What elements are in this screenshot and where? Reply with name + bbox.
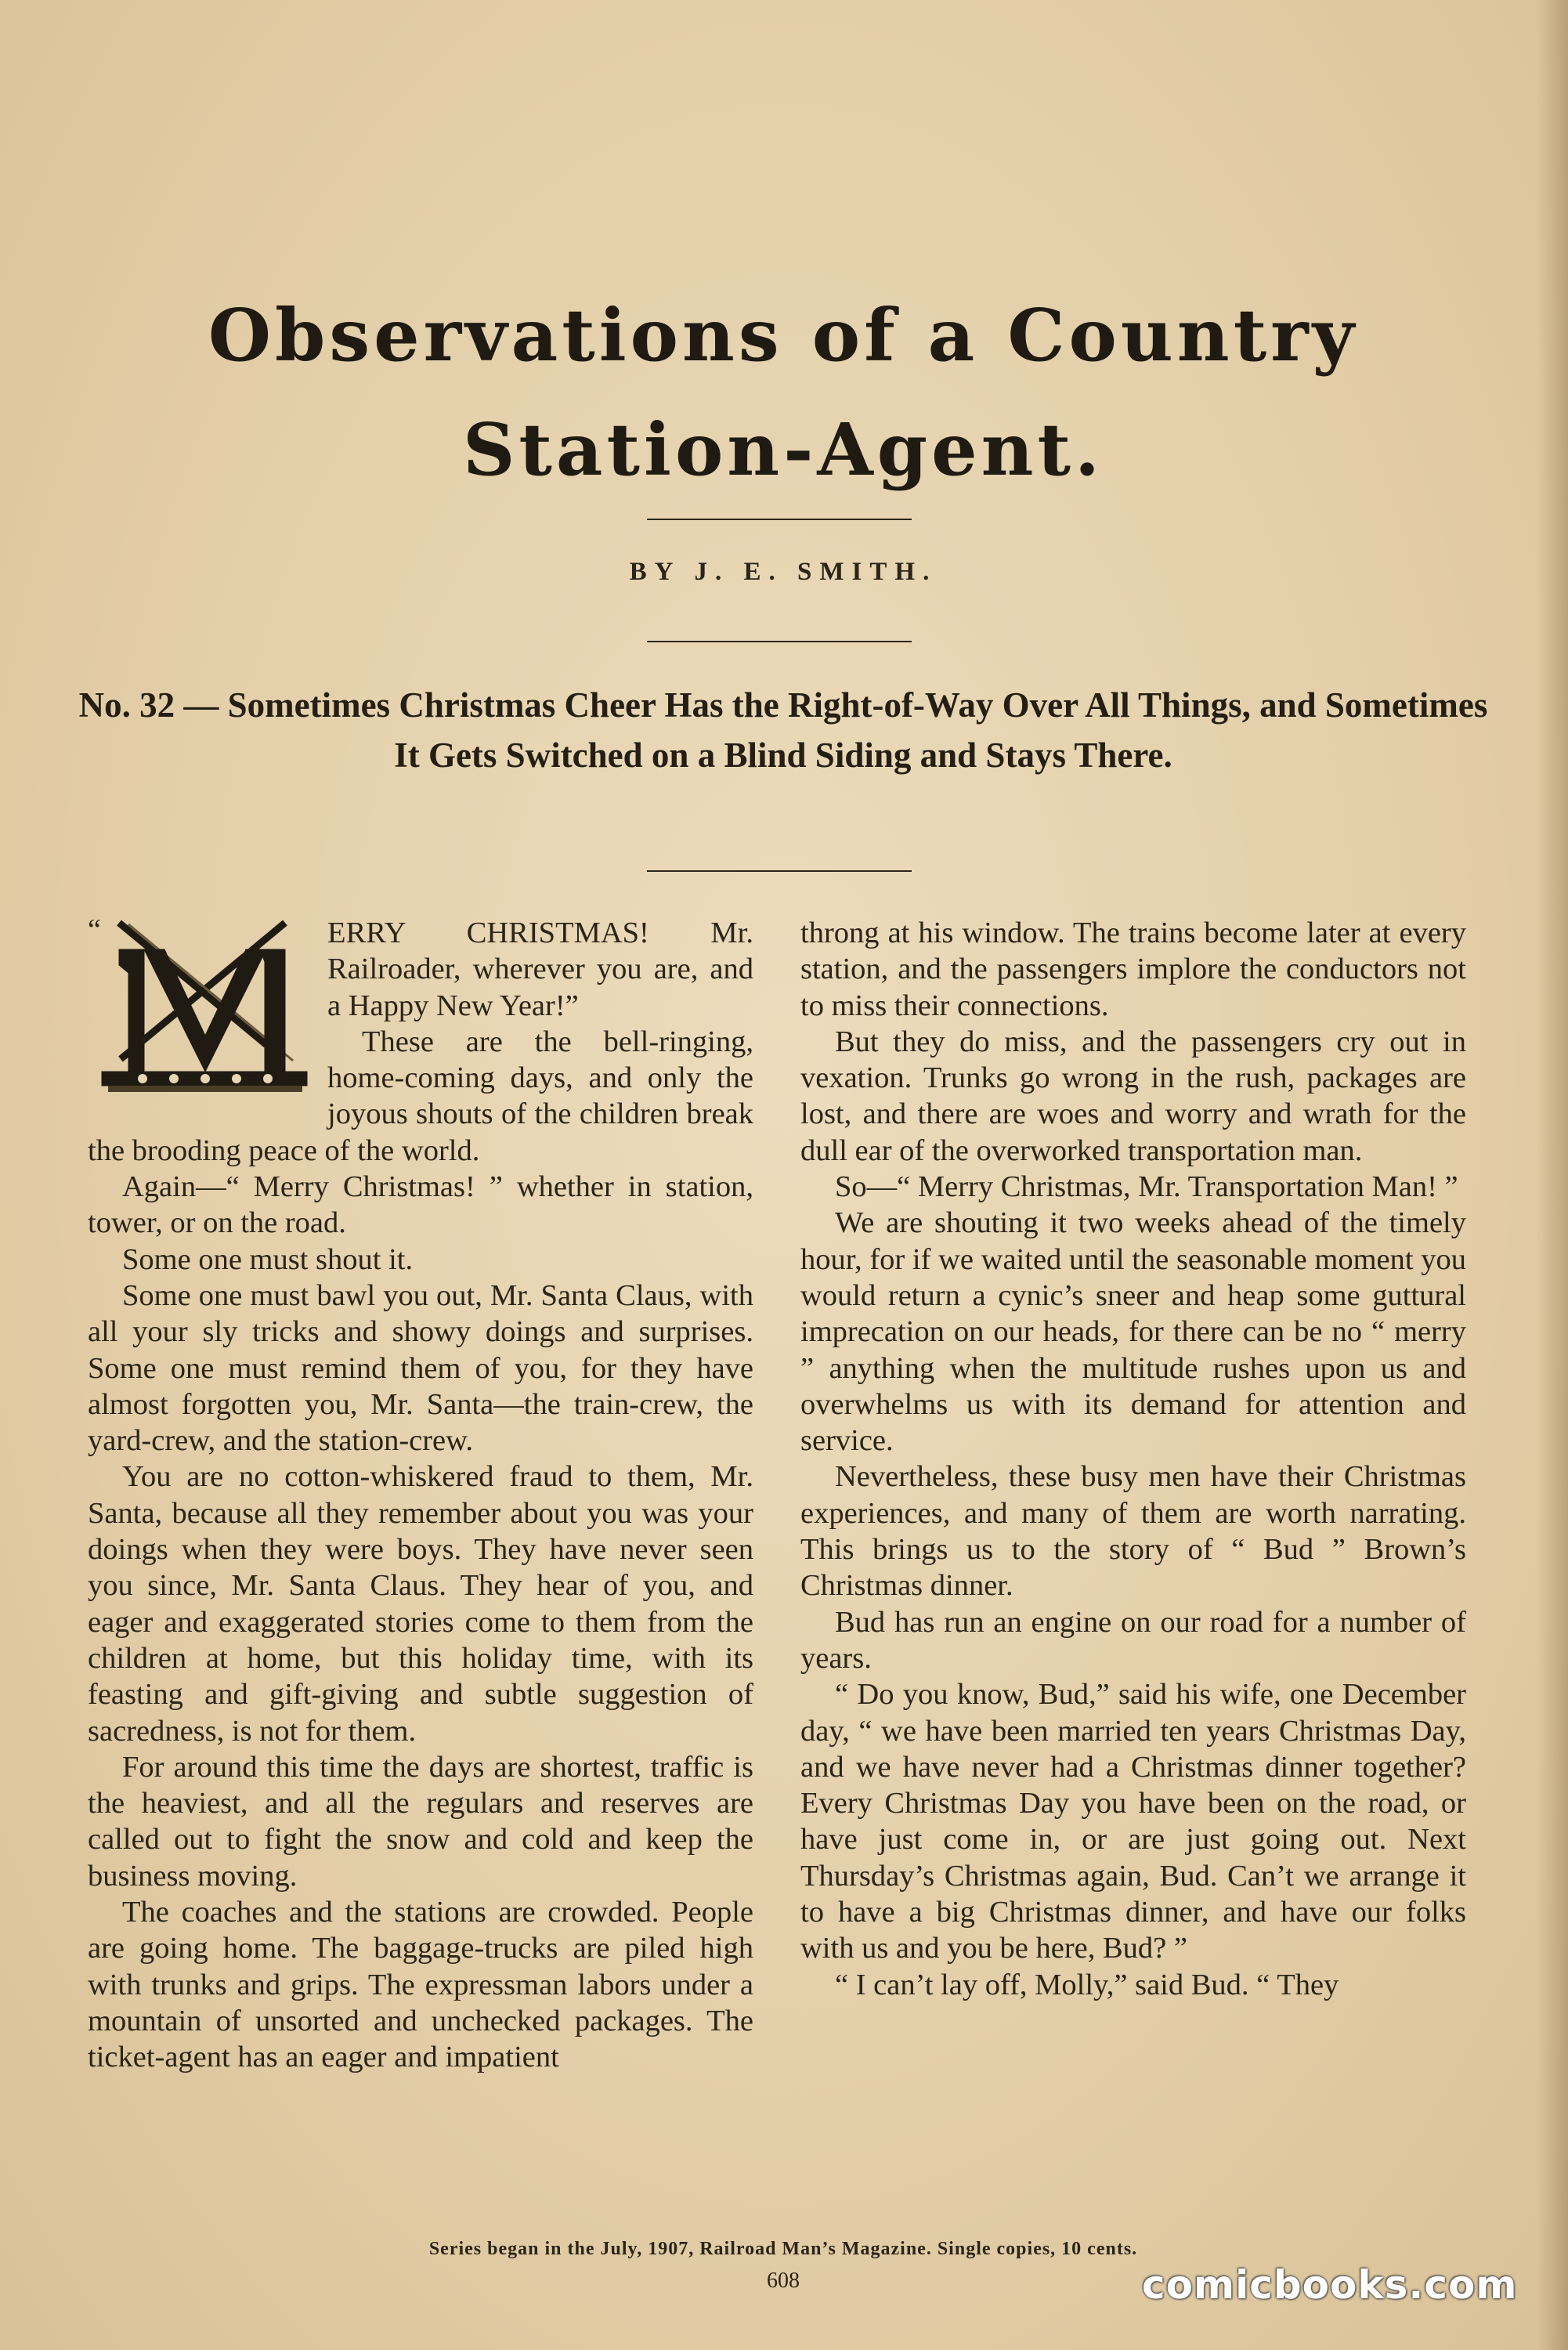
paragraph: Again—“ Merry Christmas! ” whether in station, tower, or on the road. <box>88 1170 753 1240</box>
paragraph: throng at his window. The trains become later at every station, and the passengers implore the conductors not to miss their connections. <box>800 916 1466 1022</box>
ornamental-m-icon <box>88 918 316 1106</box>
paragraph: Nevertheless, these busy men have their Christmas experiences, and many of them are worth narrating. This brings us to the story of “ Bud ” Brown’s Christmas dinner. <box>800 1460 1466 1603</box>
paragraph: We are shouting it two weeks ahead of the timely hour, for if we waited until the seasonable moment you would return a cynic’s sneer and heap some guttural imprecation on our heads, for there can be no “ merry ” anything when the multitude rushes upon us and overwhelms us with its demand for attention and service. <box>800 1206 1466 1458</box>
paragraph: You are no cotton-whiskered fraud to them, Mr. Santa, because all they remember about you was your doings when they were boys. They have never seen you since, Mr. Santa Claus. They hear of you, and eager and exaggerated stories come to them from the children at home, but this holiday time, with its feasting and gift-giving and subtle suggestion of sacredness, is not for them. <box>88 1460 753 1748</box>
site-watermark: comicbooks.com <box>1142 2262 1518 2308</box>
left-column <box>88 915 753 2076</box>
paragraph: Some one must shout it. <box>122 1242 414 1276</box>
page-number: 608 <box>767 2269 800 2293</box>
paragraph: These are the bell-ringing, home-coming days, and only the joyous shouts of the children break the brooding peace of the world. <box>88 1025 753 1167</box>
article-subtitle: No. 32 — Sometimes Christmas Cheer Has the Right-of-Way Over All Things, and Sometimes It Gets Switched on a Blind Siding and Stays There. <box>78 685 1488 775</box>
divider-rule <box>647 870 912 872</box>
author-byline: BY J. E. SMITH. <box>629 558 938 586</box>
opening-quote-mark: “ <box>88 913 101 946</box>
paragraph: But they do miss, and the passengers cry out in vexation. Trunks go wrong in the rush, packages are lost, and there are woes and worry and wrath for the dull ear of the overworked transportation man. <box>800 1025 1466 1167</box>
series-note: Series began in the July, 1907, Railroad Man’s Magazine. Single copies, 10 cents. <box>428 2239 1138 2259</box>
divider-rule <box>647 641 912 642</box>
divider-rule <box>647 519 912 520</box>
paragraph: Some one must bawl you out, Mr. Santa Claus, with all your sly tricks and showy doings and surprises. Some one must remind them of you, for they have almost forgotten you, Mr. Santa—the train-crew, the yard-crew, and the station-crew. <box>88 1278 753 1458</box>
page-edge-shadow <box>1537 0 1568 2350</box>
paragraph: The coaches and the stations are crowded. People are going home. The baggage-trucks are piled high with trunks and grips. The expressman labors under a mountain of unsorted and unchecked packages. The ticket-agent has an eager and impatient <box>88 1896 753 2074</box>
paragraph: For around this time the days are shortest, traffic is the heaviest, and all the regulars and reserves are called out to fight the snow and cold and keep the business moving. <box>88 1750 753 1893</box>
paragraph: Bud has run an engine on our road for a number of years. <box>800 1605 1466 1675</box>
article-title: Observations of a Country Station-Agent. <box>208 293 1359 492</box>
paragraph: So—“ Merry Christmas, Mr. Transportation Man! ” <box>835 1170 1458 1204</box>
drop-cap-initial <box>88 918 316 1106</box>
right-column <box>800 915 1466 2003</box>
paragraph: “ I can’t lay off, Molly,” said Bud. “ They <box>835 1968 1339 2001</box>
paragraph: ERRY CHRISTMAS! Mr. Railroader, wherever you are, and a Happy New Year!” <box>327 916 753 1022</box>
paragraph: “ Do you know, Bud,” said his wife, one December day, “ we have been married ten years Christmas Day, and we have never had a Christmas dinner together? Every Christmas Day you have been on the road, or have just come in, or are just going out. Next Thursday’s Christmas again, Bud. Can’t we arrange it to have a big Christmas dinner, and have our folks with us and you be here, Bud? ” <box>800 1678 1466 1965</box>
